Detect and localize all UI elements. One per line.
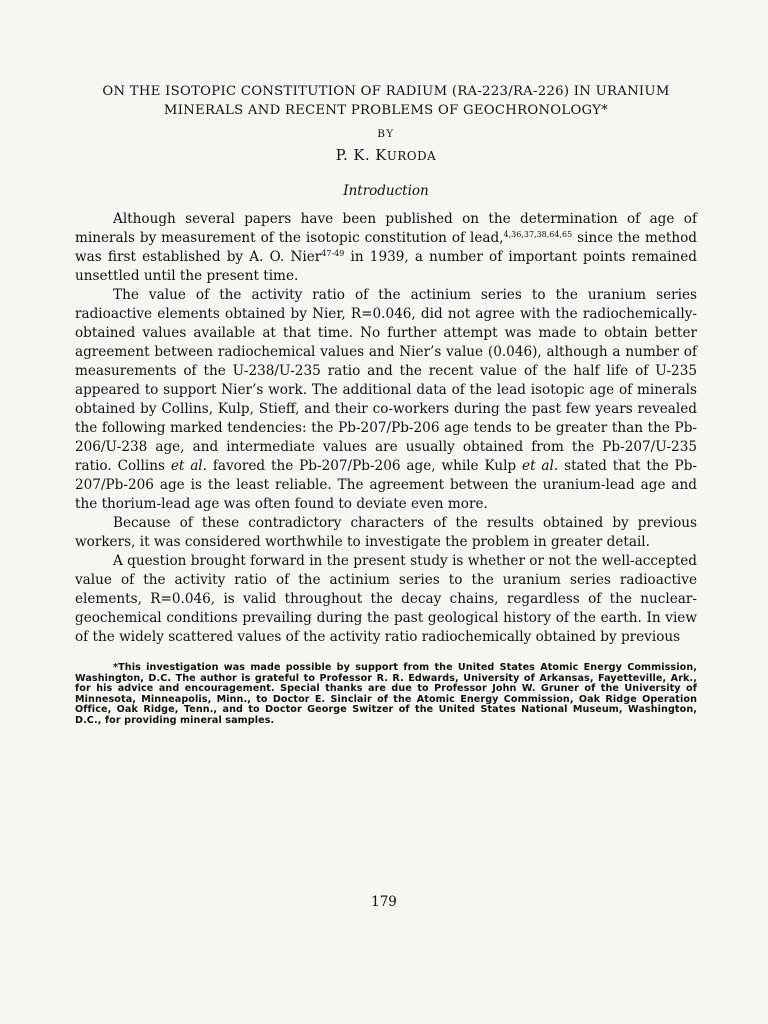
author-initials: P. K. K: [335, 148, 387, 164]
article-title: ON THE ISOTOPIC CONSTITUTION OF RADIUM (RA-223/RA-226) IN URANIUM MINERALS AND RECENT PROBLEMS OF GEOCHRONOLOGY*: [102, 84, 670, 118]
section-heading-introduction: Introduction: [343, 183, 429, 199]
citation-superscript: 47-49: [321, 249, 345, 258]
et-al-italic: et al.: [522, 458, 559, 474]
paragraph-2: [75, 286, 697, 514]
paragraph-2-text-a: The value of the activity ratio of the actinium series to the uranium series radioactive elements obtained by Nier, R=0.046, did not agree with the radiochemically-obtained values available at that time. No further attempt was made to obtain better agreement between radiochemical values and Nier’s value (0.046), although a number of measurements of the U-238/U-235 ratio and the recent value of the half life of U-235 appeared to support Nier’s work. The additional data of the lead isotopic age of minerals obtained by Collins, Kulp, Stieff, and their co-workers during the past few years revealed the following marked tendencies: the Pb-207/Pb-206 age tends to be greater than the Pb-206/U-238 age, and intermediate values are usually obtained from the Pb-207/U-235 ratio. Collins: [75, 287, 697, 474]
author-name: [75, 147, 697, 166]
article-body: [75, 210, 697, 647]
page-number: 179: [371, 894, 397, 910]
citation-superscript: 4,36,37,38,64,65: [503, 230, 573, 239]
page-content: [75, 82, 697, 727]
paragraph-1-text-a: Although several papers have been published on the determination of age of minerals by measurement of the isotopic constitution of lead,: [75, 211, 697, 246]
byline: BY: [377, 128, 395, 140]
footnote-acknowledgment: *This investigation was made possible by support from the United States Atomic Energy Commission, Washington, D.C. The author is grateful to Professor R. R. Edwards, University of Arkansas, Fayetteville, Ark., for his advice and encouragement. Special thanks are due to Professor John W. Gruner of the University of Minnesota, Minneapolis, Minn., to Doctor E. Sinclair of the Atomic Energy Commission, Oak Ridge Operation Office, Oak Ridge, Tenn., and to Doctor George Switzer of the United States National Museum, Washington, D.C., for providing mineral samples.: [75, 662, 697, 726]
paragraph-1-text-c: in 1939, a number of important points remained unsettled until the present time.: [75, 249, 697, 284]
et-al-italic: et al.: [170, 458, 207, 474]
author-surname-smallcaps: URODA: [386, 149, 437, 163]
paragraph-4: A question brought forward in the present study is whether or not the well-accepted value of the activity ratio of the actinium series to the uranium series radioactive elements, R=0.046, is valid throughout the decay chains, regardless of the nuclear-geochemical conditions prevailing during the past geological history of the earth. In view of the widely scattered values of the activity ratio radiochemically obtained by previous: [75, 553, 697, 645]
paragraph-1-text-b: since the method was first established by A. O. Nier: [75, 230, 697, 265]
footnotes: [75, 663, 697, 727]
paragraph-2-text-c: stated that the Pb-207/Pb-206 age is the least reliable. The agreement between the uranium-lead age and the thorium-lead age was often found to deviate even more.: [75, 458, 697, 512]
paragraph-1: [75, 210, 697, 286]
paragraph-2-text-b: favored the Pb-207/Pb-206 age, while Kulp: [206, 458, 523, 474]
paragraph-3: Because of these contradictory characters of the results obtained by previous workers, it was considered worthwhile to investigate the problem in greater detail.: [75, 515, 697, 550]
